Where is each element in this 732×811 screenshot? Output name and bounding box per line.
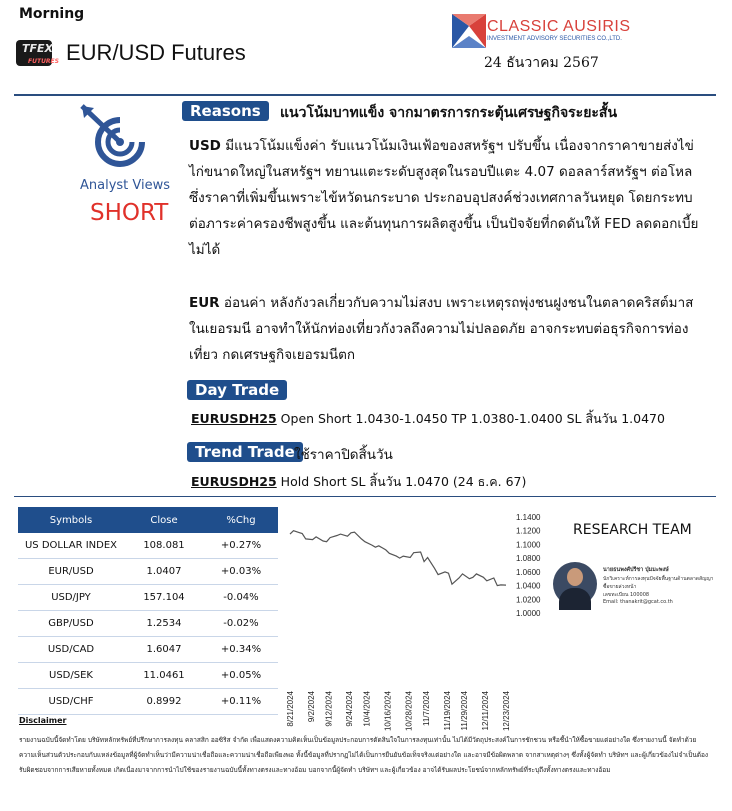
change-cell: -0.02%	[204, 611, 278, 637]
table-row	[18, 585, 278, 611]
x-tick-label: 10/16/2024	[383, 691, 393, 732]
x-tick-label: 10/4/2024	[362, 691, 372, 727]
close-cell: 1.2534	[124, 611, 204, 637]
x-tick-label: 11/29/2024	[460, 691, 470, 731]
change-cell: +0.05%	[204, 663, 278, 689]
x-tick-label: 11/19/2024	[442, 691, 452, 731]
symbol-cell: US DOLLAR INDEX	[18, 533, 124, 559]
disclaimer-text: รายงานฉบับนี้จัดทำโดย บริษัทหลักทรัพย์ที่ปรึกษาการลงทุน คลาสสิก ออซิริส จำกัด เพื่อแสดงความคิดเห็นเป็นข้อมูลประกอบการตัดสินใจในการลงทุนเท่านั้น ไม่ได้มีวัตถุประสงค์ในการชักชวน หรือชี้นำให้ซื้อขายแต่อย่างใด ซึ่งรายงานนี้ จัดทำด้วยความเห็นส่วนตัวประกอบกับแหล่งข้อมูลที่ผู้จัดทำเห็นว่ามีความน่าเชื่อถือและความน่าเชื่อถือเพียงพอ ทั้งนี้ข้อมูลที่ปรากฏไม่ได้เป็นการยืนยันข้อเท็จจริงแต่อย่างใด และอาจมีข้อผิดพลาด จากสาเหตุต่างๆ ซึ่งทั้งผู้จัดทำ บริษัทฯ และผู้เกี่ยวข้องไม่จำเป็นต้องรับผิดชอบจากการเสียหายทั้งหมด เกิดเนื่องมาจากการนำไปใช้ของรายงานฉบับนี้ทั้งทางตรงและทางอ้อม บอกจากนี้ผู้จัดทำ บริษัทฯ และผู้เกี่ยวข้อง อาจได้รับผลประโยชน์จากหลักทรัพย์ที่ระบุถึงทั้งทางตรงและทางอ้อม	[19, 736, 709, 774]
close-cell: 108.081	[124, 533, 204, 559]
target-icon	[80, 104, 176, 176]
y-tick-label: 1.0800	[516, 554, 541, 564]
session-label: Morning	[19, 6, 85, 22]
usd-paragraph	[189, 133, 699, 263]
table-row	[18, 559, 278, 585]
section-divider	[14, 496, 716, 497]
analyst-license: เลขทะเบียน 100008	[603, 592, 650, 598]
y-tick-label: 1.0000	[516, 609, 541, 618]
table-row	[18, 663, 278, 689]
symbol-cell: EUR/USD	[18, 559, 124, 585]
brand-logo-icon	[452, 14, 486, 48]
eurusd-series-line	[290, 531, 506, 586]
research-team-title: RESEARCH TEAM	[573, 522, 692, 538]
avatar	[553, 562, 597, 606]
x-tick-label: 11/7/2024	[421, 691, 431, 726]
close-cell: 1.0407	[124, 559, 204, 585]
change-cell: +0.27%	[204, 533, 278, 559]
symbol-cell: USD/SEK	[18, 663, 124, 689]
y-tick-label: 1.1400	[516, 513, 541, 522]
reasons-label: Reasons	[182, 101, 269, 121]
eur-paragraph	[189, 290, 699, 368]
x-tick-label: 12/23/2024	[502, 691, 511, 732]
trend-trade-detail: Hold Short SL สิ้นวัน 1.0470 (24 ธ.ค. 67)	[276, 474, 527, 489]
y-tick-label: 1.0600	[516, 567, 541, 577]
quotes-header: %Chg	[204, 507, 278, 533]
analyst-email: Email: thanakrit@gcat.co.th	[603, 599, 673, 605]
trend-trade-symbol: EURUSDH25	[191, 474, 277, 489]
report-date: 24 ธันวาคม 2567	[484, 55, 599, 71]
x-tick-label: 9/12/2024	[324, 691, 334, 727]
usd-key: USD	[189, 138, 221, 154]
quotes-header-row	[18, 507, 278, 533]
analyst-view-value: SHORT	[90, 200, 169, 226]
trend-trade-line	[191, 472, 526, 492]
eur-key: EUR	[189, 295, 220, 311]
change-cell: +0.11%	[204, 689, 278, 715]
symbol-cell: GBP/USD	[18, 611, 124, 637]
quotes-header: Symbols	[18, 507, 124, 533]
brand-subtitle: INVESTMENT ADVISORY SECURITIES CO.,LTD.	[487, 36, 622, 42]
header-divider	[14, 94, 716, 96]
analyst-name: นายธนพงศ์ปรีชา ปุ่มมะพงษ์	[603, 567, 669, 573]
change-cell: -0.04%	[204, 585, 278, 611]
x-tick-label: 9/2/2024	[306, 691, 316, 723]
tfex-logo-sub: FUTURES	[28, 58, 59, 65]
y-tick-label: 1.1200	[516, 526, 541, 536]
close-cell: 157.104	[124, 585, 204, 611]
symbol-cell: USD/JPY	[18, 585, 124, 611]
day-trade-detail: Open Short 1.0430-1.0450 TP 1.0380-1.0400 SL สิ้นวัน 1.0470	[276, 411, 665, 426]
eur-text: อ่อนค่า หลังกังวลเกี่ยวกับความไม่สงบ เพราะเหตุรถพุ่งชนฝูงชนในตลาดคริสต์มาสในเยอรมนี อาจทำให้นักท่องเที่ยวกังวลถึงความไม่ปลอดภัย อาจกระทบต่อธุรกิจการท่องเที่ยว กดเศรษฐกิจเยอรมนีตก	[189, 295, 694, 363]
y-tick-label: 1.0400	[516, 581, 541, 591]
quotes-table	[18, 507, 278, 715]
quotes-header: Close	[124, 507, 204, 533]
symbol-cell: USD/CHF	[18, 689, 124, 715]
x-tick-label: 8/21/2024	[286, 691, 295, 727]
day-trade-symbol: EURUSDH25	[191, 411, 277, 426]
y-tick-label: 1.1000	[516, 540, 541, 550]
x-tick-label: 12/11/2024	[481, 691, 491, 731]
table-row	[18, 533, 278, 559]
symbol-cell: USD/CAD	[18, 637, 124, 663]
table-row	[18, 637, 278, 663]
day-trade-line	[191, 409, 665, 429]
close-cell: 1.6047	[124, 637, 204, 663]
close-cell: 11.0461	[124, 663, 204, 689]
analyst-role: นักวิเคราะห์การลงทุนปัจจัยพื้นฐานด้านตลาดสัญญาซื้อขายล่วงหน้า	[603, 576, 714, 590]
reasons-title: แนวโน้มบาทแข็ง จากมาตรการกระตุ้นเศรษฐกิจระยะสั้น	[280, 105, 618, 121]
page-title: EUR/USD Futures	[66, 40, 246, 65]
eurusd-line-chart	[284, 505, 554, 732]
table-row	[18, 611, 278, 637]
brand-name: CLASSIC AUSIRIS	[487, 18, 631, 35]
tfex-logo-text: TFEX	[22, 42, 54, 55]
change-cell: +0.34%	[204, 637, 278, 663]
disclaimer-title: Disclaimer	[19, 716, 67, 725]
usd-text: มีแนวโน้มแข็งค่า รับแนวโน้มเงินเฟ้อของสหรัฐฯ ปรับขึ้น เนื่องจากราคาขายส่งไข่ไก่ขนาดใหญ่ในสหรัฐฯ ทยานแตะระดับสูงสุดในรอบปีแตะ 4.07 ดอลลาร์สหรัฐฯ ต่อโหล ซึ่งราคาที่เพิ่มขึ้นเพราะไข้หวัดนกระบาด ประกอบอุปสงค์ช่วงเทศกาลวันหยุด โดยกระทบต่อภาระค่าครองชีพสูงขึ้น และต้นทุนการผลิตสูงขึ้น เป็นปัจจัยที่กดดันให้ FED ลดดอกเบี้ยไม่ได้	[189, 138, 699, 258]
analyst-views-label: Analyst Views	[80, 178, 171, 193]
y-tick-label: 1.0200	[516, 595, 541, 605]
day-trade-label: Day Trade	[187, 380, 287, 400]
table-row	[18, 689, 278, 715]
change-cell: +0.03%	[204, 559, 278, 585]
trend-trade-label: Trend Trade	[187, 442, 303, 462]
x-tick-label: 9/24/2024	[345, 691, 355, 727]
trend-trade-note: ใช้ราคาปิดสิ้นวัน	[294, 447, 393, 463]
tfex-logo	[16, 40, 59, 66]
x-tick-label: 10/28/2024	[404, 691, 414, 732]
close-cell: 0.8992	[124, 689, 204, 715]
